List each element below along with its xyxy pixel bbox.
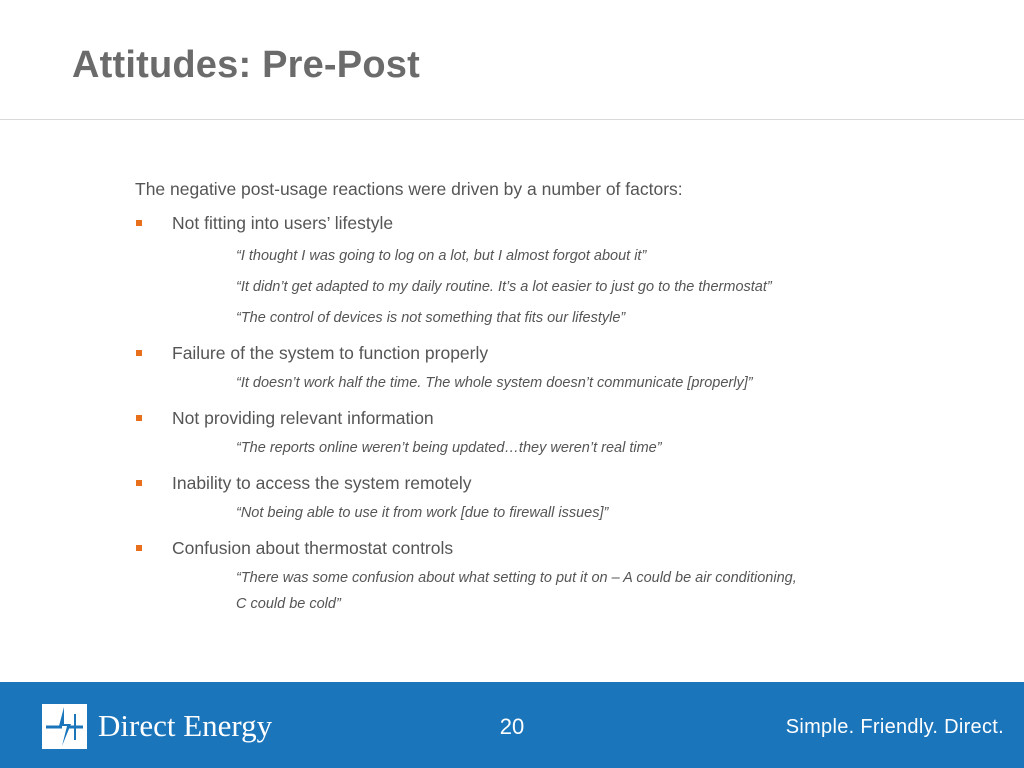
factor-group	[135, 212, 955, 331]
factor-group	[135, 537, 955, 617]
bullet-icon	[136, 220, 142, 226]
bullet-icon	[136, 350, 142, 356]
factor-group	[135, 342, 955, 396]
factor-group	[135, 472, 955, 526]
bullet-icon	[136, 545, 142, 551]
quote-list	[135, 435, 955, 461]
quote-list	[135, 243, 955, 331]
factor-item	[135, 407, 955, 429]
tagline: Simple. Friendly. Direct.	[785, 716, 1004, 738]
factor-label: Not providing relevant information	[172, 408, 434, 428]
factor-group	[135, 407, 955, 461]
quote-text: “Not being able to use it from work [due to firewall issues]”	[236, 505, 609, 521]
quote-text: “It doesn’t work half the time. The whole system doesn’t communicate [properly]”	[236, 375, 753, 391]
quote-list	[135, 565, 955, 617]
page-number: 20	[499, 714, 525, 739]
quote-text: “There was some confusion about what setting to put it on – A could be air conditioning, C could be cold”	[236, 570, 797, 612]
intro-text: The negative post-usage reactions were driven by a number of factors:	[135, 179, 683, 199]
footer-bar	[0, 682, 1024, 768]
title-divider	[0, 119, 1024, 120]
factor-item	[135, 537, 955, 559]
factor-label: Confusion about thermostat controls	[172, 538, 454, 558]
bullet-icon	[136, 480, 142, 486]
factor-item	[135, 472, 955, 494]
quote-text: “The reports online weren’t being updated…they weren’t real time”	[236, 440, 662, 456]
factor-item	[135, 342, 955, 364]
slide-title: Attitudes: Pre-Post	[72, 44, 420, 86]
slide-body	[135, 178, 955, 628]
quote-list	[135, 500, 955, 526]
factor-item	[135, 212, 955, 234]
quote-text: “It didn’t get adapted to my daily routine. It’s a lot easier to just go to the thermostat”	[236, 279, 772, 295]
quote-text: “The control of devices is not something that fits our lifestyle”	[236, 310, 626, 326]
quote-text: “I thought I was going to log on a lot, but I almost forgot about it”	[236, 248, 647, 264]
quote-list	[135, 370, 955, 396]
factor-label: Failure of the system to function properly	[172, 343, 489, 363]
factor-label: Inability to access the system remotely	[172, 473, 472, 493]
factor-label: Not fitting into users’ lifestyle	[172, 213, 394, 233]
brand-name: Direct Energy	[98, 708, 273, 743]
bullet-icon	[136, 415, 142, 421]
